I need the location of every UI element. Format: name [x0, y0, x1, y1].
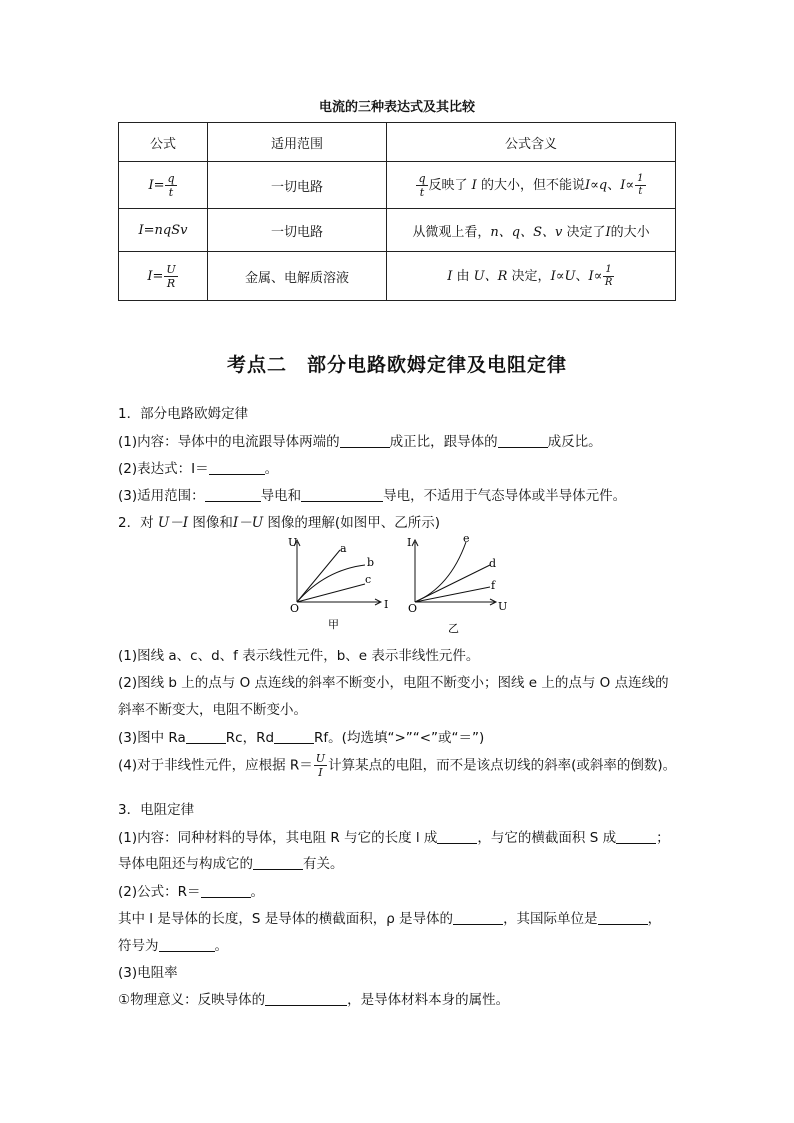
table-row — [119, 252, 676, 301]
s3-line3: (2)公式：R＝ 。 — [118, 884, 265, 900]
graph-iu — [407, 532, 507, 635]
ui-iu-graphs-figure — [280, 532, 520, 638]
answer-blank[interactable] — [265, 991, 347, 1006]
answer-blank[interactable] — [598, 910, 648, 925]
fraction-u-over-i: $\frac{U}{I}$ — [315, 752, 326, 779]
fraction-1-over-r: $\frac{1}{R}$ — [604, 263, 613, 288]
graph-ui — [288, 536, 388, 631]
figure-caption-left: 甲 — [328, 618, 339, 631]
answer-blank[interactable] — [201, 883, 251, 898]
table-row — [119, 162, 676, 209]
s2-point1: (1)图线 a、c、d、f 表示线性元件，b、e 表示非线性元件。 — [118, 648, 480, 664]
s3-line6: (3)电阻率 — [118, 965, 178, 981]
answer-blank[interactable] — [253, 855, 303, 870]
header-meaning: 公式含义 — [387, 123, 676, 162]
origin-label: O — [290, 602, 300, 615]
s1-line1: (1)内容：导体中的电流跟导体两端的 成正比，跟导体的 成反比。 — [118, 434, 602, 450]
s1-heading: 1．部分电路欧姆定律 — [118, 406, 249, 422]
s3-line5: 符号为 。 — [118, 938, 228, 954]
s3-line7: ①物理意义：反映导体的 ，是导体材料本身的属性。 — [118, 992, 510, 1008]
fraction-u-over-r: $\frac{U}{R}$ — [166, 262, 176, 290]
scope-cell: 金属、电解质溶液 — [208, 252, 387, 301]
curve-label-d: d — [489, 557, 497, 570]
s3-line4: 其中 l 是导体的长度，S 是导体的横截面积，ρ 是导体的 ，其国际单位是 ， — [118, 911, 662, 927]
meaning-cell: 从微观上看，n、q、S、v 决定了I的大小 — [387, 209, 676, 252]
s3-line2: 导体电阻还与构成它的 有关。 — [118, 856, 344, 872]
s2-point2-line1: (2)图线 b 上的点与 O 点连线的斜率不断变小，电阻不断变小；图线 e 上的点与 O 点连线的 — [118, 675, 669, 691]
answer-blank[interactable] — [498, 433, 548, 448]
s1-line3: (3)适用范围： 导电和 导电，不适用于气态导体或半导体元件。 — [118, 488, 627, 504]
origin-label: O — [408, 602, 418, 615]
curve-label-f: f — [491, 579, 496, 592]
curve-label-a: a — [340, 542, 347, 555]
fraction-q-over-t: $\frac{q}{t}$ — [167, 171, 175, 199]
curve-f — [415, 587, 490, 602]
y-axis-label: I — [407, 536, 412, 549]
scope-cell: 一切电路 — [208, 209, 387, 252]
answer-blank[interactable] — [616, 829, 656, 844]
answer-blank[interactable] — [274, 729, 314, 744]
answer-blank[interactable] — [186, 729, 226, 744]
answer-blank[interactable] — [209, 460, 265, 475]
formula-cell: I= $\frac{U}{R}$ — [119, 252, 208, 301]
answer-blank[interactable] — [205, 487, 261, 502]
fraction-1-over-t: $\frac{1}{t}$ — [637, 172, 644, 197]
s3-heading: 3．电阻定律 — [118, 802, 195, 818]
current-expressions-table — [118, 122, 676, 301]
x-axis-label: I — [384, 598, 389, 611]
meaning-cell: $\frac{q}{t}$ 反映了 I 的大小，但不能说I∝q、I∝ $\frac{1}{t}$ — [387, 162, 676, 209]
curve-label-c: c — [365, 573, 372, 586]
curve-label-b: b — [367, 556, 375, 569]
section-title: 考点二 部分电路欧姆定律及电阻定律 — [226, 354, 567, 376]
s3-line1: (1)内容：同种材料的导体，其电阻 R 与它的长度 l 成 ，与它的横截面积 S 成 ； — [118, 830, 670, 846]
answer-blank[interactable] — [159, 937, 215, 952]
figure-caption-right: 乙 — [448, 622, 459, 635]
s2-heading: 2．对 U－I 图像和I－U 图像的理解(如图甲、乙所示) — [118, 515, 440, 531]
fraction-q-over-t: $\frac{q}{t}$ — [418, 171, 426, 199]
curve-a — [297, 550, 340, 602]
formula-prefix: I= — [148, 177, 165, 193]
answer-blank[interactable] — [453, 910, 503, 925]
s1-line2: (2)表达式：I＝ 。 — [118, 461, 279, 477]
table-caption: 电流的三种表达式及其比较 — [318, 100, 475, 115]
x-axis-label: U — [498, 600, 508, 613]
answer-blank[interactable] — [437, 829, 477, 844]
curve-c — [297, 584, 365, 602]
curve-label-e: e — [463, 532, 470, 545]
header-scope: 适用范围 — [208, 123, 387, 162]
s2-point2-line2: 斜率不断变大，电阻不断变小。 — [118, 702, 307, 718]
formula-cell — [119, 162, 208, 209]
table-header-row — [119, 123, 676, 162]
header-formula: 公式 — [119, 123, 208, 162]
table-row — [119, 209, 676, 252]
formula-cell: I=nqSv — [119, 209, 208, 252]
answer-blank[interactable] — [340, 433, 390, 448]
answer-blank[interactable] — [301, 487, 383, 502]
scope-cell: 一切电路 — [208, 162, 387, 209]
s2-point4: (4)对于非线性元件，应根据 R＝ $\frac{U}{I}$ 计算某点的电阻，而不是该点切线的斜率(或斜率的倒数)。 — [118, 752, 677, 779]
y-axis-label: U — [288, 536, 298, 549]
meaning-cell: I 由 U、R 决定，I∝U、I∝ $\frac{1}{R}$ — [387, 252, 676, 301]
s2-point3: (3)图中 Ra Rc，Rd Rf。(均选填“>”“<”或“＝”) — [118, 730, 485, 746]
curve-b — [297, 565, 365, 602]
